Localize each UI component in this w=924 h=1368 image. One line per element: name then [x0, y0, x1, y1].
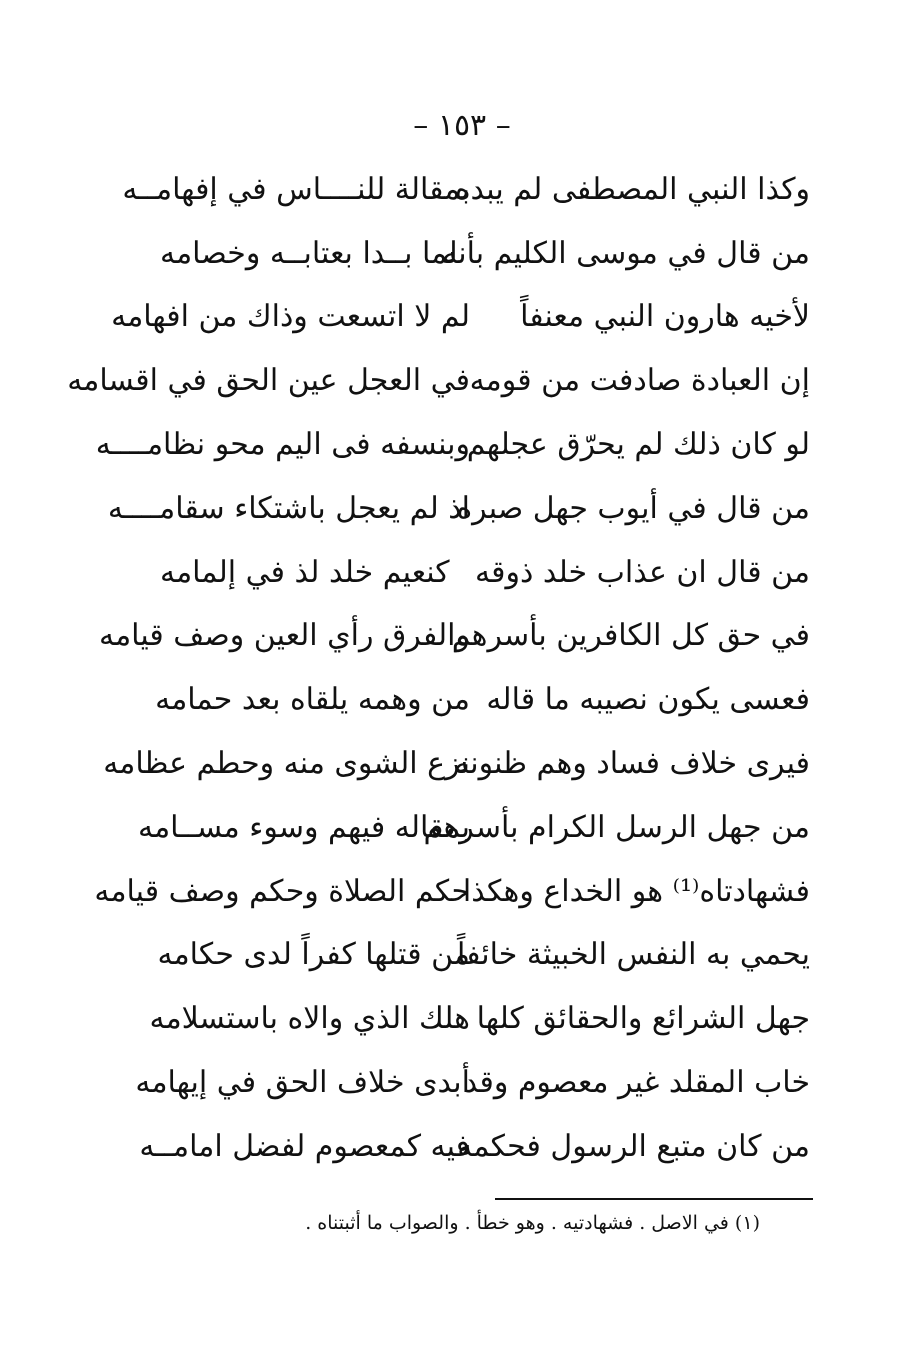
verse-line	[139, 1115, 810, 1179]
first-hemistich: لو كان ذلك لم يحرّق عجلهم	[466, 427, 810, 463]
first-hemistich: فشهادتاه⁽¹⁾ هو الخداع وهكذا	[462, 873, 810, 909]
first-hemistich: وكذا النبي المصطفى لم يبده	[454, 171, 810, 207]
verse-line	[95, 413, 810, 477]
second-hemistich: في العجل عين الحق في اقسامه	[67, 363, 470, 399]
first-hemistich: لأخيه هارون النبي معنفاً	[520, 299, 810, 335]
verse-line	[138, 796, 810, 860]
verse-line	[94, 860, 810, 924]
verse-line	[160, 541, 810, 605]
first-hemistich: من قال في موسى الكليم بأنه	[442, 235, 810, 271]
second-hemistich: والفرق رأي العين وصف قيامه	[99, 618, 470, 654]
second-hemistich: بمقالة للنــــاس في إفهامــه	[122, 171, 470, 207]
verse-line	[107, 477, 810, 541]
second-hemistich: بمقاله فيهم وسوء مســامه	[138, 809, 470, 845]
verse-line	[111, 286, 810, 350]
second-hemistich: لما بــدا بعتابــه وخصامه	[160, 235, 458, 271]
first-hemistich: إن العبادة صادفت من قومه	[469, 363, 810, 399]
first-hemistich: جهل الشرائع والحقائق كلها	[476, 1001, 810, 1037]
verse-line	[160, 222, 810, 286]
second-hemistich: وبنسفه فى اليم محو نظامــــه	[95, 427, 470, 463]
second-hemistich: هلك الذي والاه باستسلامه	[149, 1001, 470, 1037]
second-hemistich: حكم الصلاة وحكم وصف قيامه	[94, 873, 470, 909]
poem	[67, 158, 810, 1179]
first-hemistich: في حق كل الكافرين بأسرهم	[451, 618, 810, 654]
first-hemistich: يحمي به النفس الخبيثة خائفاً	[456, 937, 810, 973]
first-hemistich: فعسى يكون نصيبه ما قاله	[486, 682, 810, 718]
first-hemistich: من جهل الرسل الكرام بأسرهم	[423, 809, 810, 845]
verse-line	[135, 1051, 810, 1115]
second-hemistich: اذ لم يعجل باشتكاء سقامــــه	[107, 490, 470, 526]
first-hemistich: من قال ان عذاب خلد ذوقه	[475, 554, 810, 590]
second-hemistich: نزع الشوى منه وحطم عظامه	[103, 746, 470, 782]
verse-line	[103, 732, 810, 796]
verse-line	[155, 668, 810, 732]
second-hemistich: من وهمه يلقاه بعد حمامه	[155, 682, 470, 718]
first-hemistich: فيرى خلاف فساد وهم ظنونه	[454, 746, 810, 782]
page-number: – ١٥٣ –	[413, 108, 511, 143]
second-hemistich: لم لا اتسعت وذاك من افهامه	[111, 299, 470, 335]
verse-line	[67, 349, 810, 413]
footnote-divider	[495, 1198, 813, 1200]
second-hemistich: كنعيم خلد لذ في إلمامه	[160, 554, 450, 590]
verse-line	[157, 924, 810, 988]
first-hemistich: من كان متبع الرسول فحكمه	[457, 1128, 810, 1164]
first-hemistich: خاب المقلد غير معصوم وقد	[463, 1065, 810, 1101]
second-hemistich: أبدى خلاف الحق في إيهامه	[135, 1065, 470, 1101]
first-hemistich: من قال في أيوب جهل صبره	[456, 490, 810, 526]
second-hemistich: من قتلها كفراً لدى حكامه	[157, 937, 470, 973]
verse-line	[149, 987, 810, 1051]
footnote: (١) في الاصل . فشهادتيه . وهو خطأ . والصواب ما أثبتناه .	[305, 1212, 760, 1234]
verse-line	[99, 605, 810, 669]
verse-line	[122, 158, 810, 222]
second-hemistich: فيه كمعصوم لفضل امامــه	[139, 1128, 470, 1164]
